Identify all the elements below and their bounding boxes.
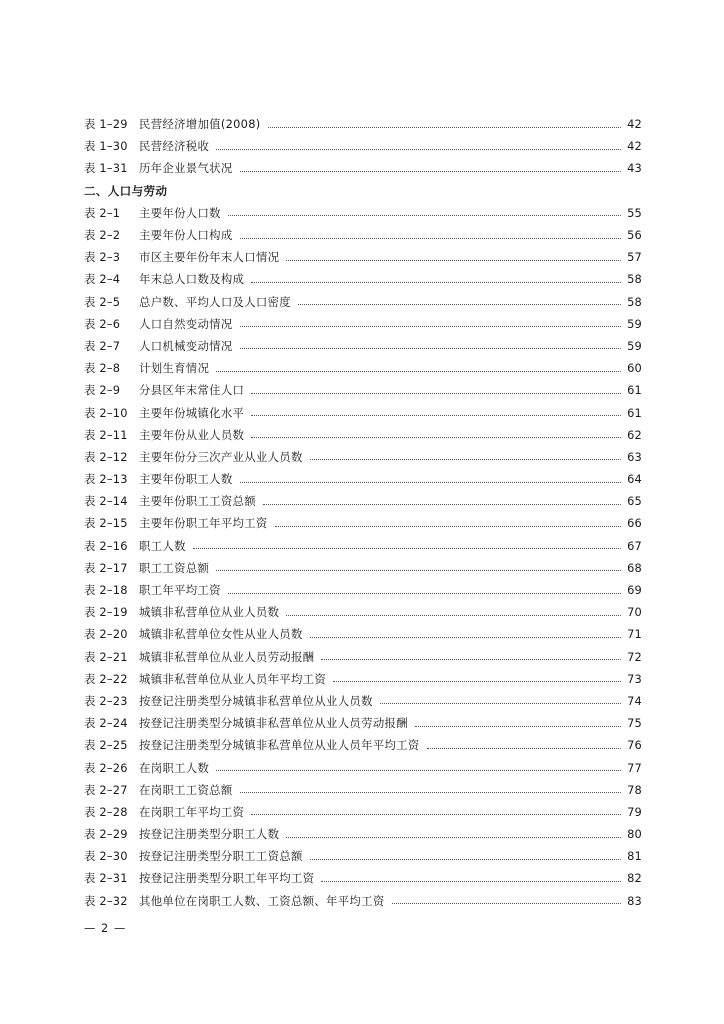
dot-leader — [286, 837, 621, 838]
toc-entry-page: 59 — [627, 338, 642, 353]
toc-entry[interactable] — [84, 357, 642, 379]
toc-entry-code: 表 2–12 — [84, 449, 128, 464]
toc-entry-page: 83 — [627, 893, 642, 908]
dot-leader — [286, 260, 621, 261]
dot-leader — [240, 792, 622, 793]
dot-leader — [275, 526, 621, 527]
toc-entry-page: 63 — [627, 449, 642, 464]
toc-entry-title: 职工年平均工资 — [139, 583, 221, 598]
toc-entry-title: 职工工资总额 — [139, 560, 210, 575]
toc-entry-code: 表 2–4 — [84, 272, 121, 287]
toc-entry-code: 表 2–21 — [84, 649, 128, 664]
toc-entry-page: 57 — [627, 250, 642, 265]
toc-entry-code: 表 1–30 — [84, 139, 128, 154]
toc-entry-page: 79 — [627, 804, 642, 819]
toc-entry-page: 60 — [627, 361, 642, 376]
toc-entry-page: 68 — [627, 560, 642, 575]
toc-entry-title: 市区主要年份年末人口情况 — [139, 250, 280, 265]
toc-entry-page: 58 — [627, 294, 642, 309]
toc-entry-title: 人口自然变动情况 — [139, 316, 233, 331]
toc-entry[interactable] — [84, 468, 642, 490]
toc-entry-title: 主要年份职工工资总额 — [139, 494, 256, 509]
toc-entry-code: 表 2–6 — [84, 316, 121, 331]
toc-entry[interactable] — [84, 313, 642, 335]
toc-entry-page: 59 — [627, 316, 642, 331]
toc-entry[interactable] — [84, 135, 642, 157]
toc-entry-code: 表 2–19 — [84, 605, 128, 620]
dot-leader — [286, 615, 621, 616]
toc-entry-page: 77 — [627, 760, 642, 775]
toc-entry-title: 按登记注册类型分职工人数 — [139, 827, 280, 842]
dot-leader — [310, 637, 621, 638]
dot-leader — [310, 459, 621, 460]
toc-entry[interactable] — [84, 157, 642, 179]
toc-entry[interactable] — [84, 690, 642, 712]
toc-entry[interactable] — [84, 224, 642, 246]
toc-entry-title: 在岗职工人数 — [139, 760, 210, 775]
toc-entry-title: 按登记注册类型分城镇非私营单位从业人员数 — [139, 693, 373, 708]
toc-entry-title: 主要年份人口构成 — [139, 228, 233, 243]
toc-entry-page: 42 — [627, 117, 642, 132]
toc-entry-title: 城镇非私营单位从业人员劳动报酬 — [139, 649, 315, 664]
section-heading-population-labor: 二、人口与劳动 — [84, 183, 168, 198]
toc-entry[interactable] — [84, 779, 642, 801]
toc-entry[interactable] — [84, 890, 642, 912]
dot-leader — [321, 659, 621, 660]
dot-leader — [240, 482, 622, 483]
toc-entry[interactable] — [84, 823, 642, 845]
toc-entry[interactable] — [84, 734, 642, 756]
toc-entry-code: 表 2–31 — [84, 871, 128, 886]
toc-entry-code: 表 2–30 — [84, 849, 128, 864]
toc-entry[interactable] — [84, 446, 642, 468]
toc-entry-page: 74 — [627, 693, 642, 708]
dot-leader — [216, 770, 621, 771]
toc-entry[interactable] — [84, 601, 642, 623]
toc-entry-title: 其他单位在岗职工人数、工资总额、年平均工资 — [139, 893, 385, 908]
dot-leader — [216, 149, 621, 150]
toc-entry[interactable] — [84, 557, 642, 579]
toc-entry-page: 66 — [627, 516, 642, 531]
toc-entry[interactable] — [84, 113, 642, 135]
toc-entry-title: 年末总人口数及构成 — [139, 272, 245, 287]
toc-entry-page: 64 — [627, 472, 642, 487]
toc-entry-page: 61 — [627, 383, 642, 398]
toc-entry-page: 72 — [627, 649, 642, 664]
dot-leader — [240, 326, 622, 327]
toc-entry-page: 76 — [627, 738, 642, 753]
dot-leader — [415, 726, 621, 727]
dot-leader — [251, 282, 621, 283]
toc-entry[interactable] — [84, 668, 642, 690]
toc-entry[interactable] — [84, 579, 642, 601]
toc-entry-code: 表 2–15 — [84, 516, 128, 531]
toc-entry-page: 61 — [627, 405, 642, 420]
toc-entry-title: 主要年份分三次产业从业人员数 — [139, 449, 303, 464]
toc-entry-code: 表 2–11 — [84, 427, 128, 442]
toc-entry-page: 80 — [627, 827, 642, 842]
toc-entry[interactable] — [84, 646, 642, 668]
toc-entry-page: 67 — [627, 538, 642, 553]
toc-entry-page: 70 — [627, 605, 642, 620]
dot-leader — [240, 348, 622, 349]
toc-entry-code: 表 2–3 — [84, 250, 121, 265]
toc-entry[interactable] — [84, 379, 642, 401]
toc-entry-title: 民营经济税收 — [139, 139, 210, 154]
toc-entry-code: 表 2–17 — [84, 560, 128, 575]
toc-entry-title: 按登记注册类型分职工年平均工资 — [139, 871, 315, 886]
toc-entry-code: 表 2–22 — [84, 671, 128, 686]
toc-entry-code: 表 1–31 — [84, 161, 128, 176]
dot-leader — [251, 437, 621, 438]
dot-leader — [216, 371, 621, 372]
toc-entry[interactable] — [84, 291, 642, 313]
toc-entry-code: 表 2–25 — [84, 738, 128, 753]
toc-entry-code: 表 2–13 — [84, 472, 128, 487]
toc-entry-code: 表 2–8 — [84, 361, 121, 376]
page-number: — 2 — — [84, 921, 127, 935]
toc-entry[interactable] — [84, 535, 642, 557]
toc-entry[interactable] — [84, 335, 642, 357]
toc-entry-title: 总户数、平均人口及人口密度 — [139, 294, 291, 309]
toc-entry[interactable] — [84, 801, 642, 823]
dot-leader — [310, 859, 621, 860]
toc-entry-code: 表 2–27 — [84, 782, 128, 797]
toc-entry-title: 在岗职工年平均工资 — [139, 804, 245, 819]
toc-entry-title: 主要年份城镇化水平 — [139, 405, 245, 420]
toc-entry-code: 表 2–28 — [84, 804, 128, 819]
dot-leader — [228, 215, 621, 216]
toc-entry[interactable] — [84, 756, 642, 778]
toc-entry[interactable] — [84, 202, 642, 224]
toc-entry-page: 82 — [627, 871, 642, 886]
toc-entry-code: 表 2–14 — [84, 494, 128, 509]
toc-entry-title: 城镇非私营单位从业人员数 — [139, 605, 280, 620]
toc-entry-title: 按登记注册类型分城镇非私营单位从业人员劳动报酬 — [139, 716, 408, 731]
toc-entry[interactable] — [84, 712, 642, 734]
toc-entry-title: 城镇非私营单位女性从业人员数 — [139, 627, 303, 642]
toc-entry-page: 81 — [627, 849, 642, 864]
toc-entry[interactable] — [84, 623, 642, 645]
dot-leader — [268, 127, 622, 128]
toc-entry-title: 主要年份职工人数 — [139, 472, 233, 487]
toc-entry-code: 表 1–29 — [84, 117, 128, 132]
toc-section-1-continued — [84, 113, 642, 180]
toc-entry-page: 65 — [627, 494, 642, 509]
toc-entry-title: 计划生育情况 — [139, 361, 210, 376]
toc-entry-page: 78 — [627, 782, 642, 797]
dot-leader — [392, 903, 622, 904]
toc-entry-code: 表 2–20 — [84, 627, 128, 642]
toc-entry-code: 表 2–32 — [84, 893, 128, 908]
dot-leader — [251, 393, 621, 394]
toc-entry-page: 73 — [627, 671, 642, 686]
toc-entry[interactable] — [84, 512, 642, 534]
toc-entry-code: 表 2–1 — [84, 205, 121, 220]
dot-leader — [251, 415, 621, 416]
dot-leader — [228, 593, 621, 594]
toc-entry-code: 表 2–5 — [84, 294, 121, 309]
toc-entry-code: 表 2–29 — [84, 827, 128, 842]
toc-entry-title: 按登记注册类型分职工工资总额 — [139, 849, 303, 864]
toc-entry[interactable] — [84, 268, 642, 290]
toc-entry-title: 在岗职工工资总额 — [139, 782, 233, 797]
toc-entry-page: 56 — [627, 228, 642, 243]
toc-entry-title: 按登记注册类型分城镇非私营单位从业人员年平均工资 — [139, 738, 420, 753]
toc-entry-page: 71 — [627, 627, 642, 642]
toc-entry[interactable] — [84, 867, 642, 889]
toc-entry-code: 表 2–26 — [84, 760, 128, 775]
toc-entry-code: 表 2–10 — [84, 405, 128, 420]
toc-entry[interactable] — [84, 490, 642, 512]
dot-leader — [298, 304, 621, 305]
toc-entry-page: 62 — [627, 427, 642, 442]
toc-entry-code: 表 2–9 — [84, 383, 121, 398]
toc-entry[interactable] — [84, 845, 642, 867]
toc-entry-page: 55 — [627, 205, 642, 220]
dot-leader — [240, 171, 622, 172]
toc-entry-title: 城镇非私营单位从业人员年平均工资 — [139, 671, 327, 686]
toc-entry-code: 表 2–16 — [84, 538, 128, 553]
toc-section-2 — [84, 202, 642, 912]
toc-entry[interactable] — [84, 246, 642, 268]
dot-leader — [240, 238, 622, 239]
toc-entry-title: 人口机械变动情况 — [139, 338, 233, 353]
toc-entry-code: 表 2–2 — [84, 228, 121, 243]
dot-leader — [216, 570, 621, 571]
toc-entry-title: 分县区年末常住人口 — [139, 383, 245, 398]
toc-entry-title: 主要年份职工年平均工资 — [139, 516, 268, 531]
toc-entry-title: 职工人数 — [139, 538, 186, 553]
toc-entry-title: 民营经济增加值(2008) — [139, 117, 261, 132]
table-of-contents — [84, 113, 642, 912]
toc-entry-page: 43 — [627, 161, 642, 176]
toc-entry-code: 表 2–24 — [84, 716, 128, 731]
toc-entry-code: 表 2–7 — [84, 338, 121, 353]
toc-entry[interactable] — [84, 401, 642, 423]
dot-leader — [251, 814, 621, 815]
dot-leader — [380, 703, 621, 704]
toc-entry[interactable] — [84, 424, 642, 446]
toc-entry-title: 历年企业景气状况 — [139, 161, 233, 176]
dot-leader — [427, 748, 622, 749]
toc-entry-page: 42 — [627, 139, 642, 154]
toc-entry-code: 表 2–23 — [84, 693, 128, 708]
toc-entry-code: 表 2–18 — [84, 583, 128, 598]
dot-leader — [321, 881, 621, 882]
toc-entry-title: 主要年份从业人员数 — [139, 427, 245, 442]
dot-leader — [263, 504, 621, 505]
toc-entry-page: 58 — [627, 272, 642, 287]
dot-leader — [193, 548, 621, 549]
dot-leader — [333, 681, 621, 682]
toc-entry-title: 主要年份人口数 — [139, 205, 221, 220]
toc-entry-page: 69 — [627, 583, 642, 598]
toc-entry-page: 75 — [627, 716, 642, 731]
